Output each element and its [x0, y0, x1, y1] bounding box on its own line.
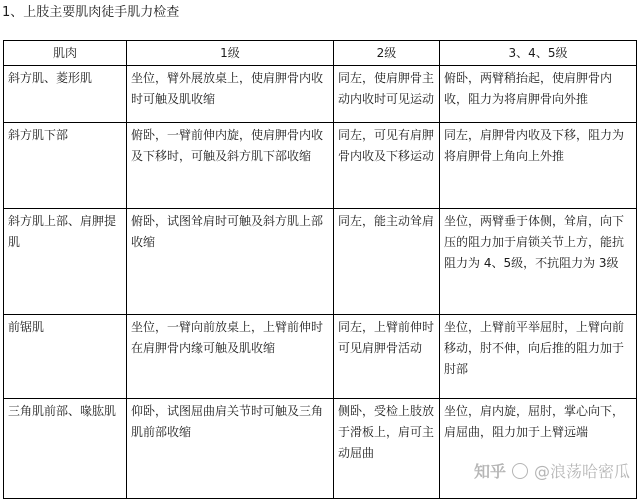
cell-grade-3-5: 坐位，肩内旋，屈肘，掌心向下，肩屈曲，阻力加于上臂远端	[440, 399, 637, 499]
cell-grade-1: 仰卧，试图屈曲肩关节时可触及三角肌前部收缩	[127, 399, 334, 499]
cell-grade-2: 侧卧，受检上肢放于滑板上，肩可主动屈曲	[334, 399, 440, 499]
cell-grade-2: 同左，上臂前伸时可见肩胛骨活动	[334, 315, 440, 399]
zhihu-logo: 知乎	[473, 462, 506, 481]
muscle-strength-table	[3, 40, 637, 499]
cell-grade-1: 坐位，一臂向前放桌上，上臂前伸时在肩胛骨内缘可触及肌收缩	[127, 315, 334, 399]
cell-grade-3-5: 同左，肩胛骨内收及下移，阻力为将肩胛骨上角向上外推	[440, 123, 637, 209]
cell-grade-1: 俯卧，一臂前伸内旋，使肩胛骨内收及下移时，可触及斜方肌下部收缩	[127, 123, 334, 209]
cell-muscle: 斜方肌、菱形肌	[4, 66, 127, 123]
cell-grade-3-5: 坐位，两臂垂于体侧，耸肩，向下压的阻力加于肩锁关节上方，能抗阻力为 4、5级，不抗阻力为 3级	[440, 209, 637, 315]
cell-grade-2: 同左，使肩胛骨主动内收时可见运动	[334, 66, 440, 123]
watermark	[474, 459, 630, 482]
cell-grade-2: 同左，可见有肩胛骨内收及下移运动	[334, 123, 440, 209]
header-grade-1: 1级	[127, 41, 334, 66]
table-row	[4, 209, 637, 315]
table-row	[4, 315, 637, 399]
header-grade-3-5: 3、4、5级	[440, 41, 637, 66]
table-header-row	[4, 41, 637, 66]
table-row	[4, 123, 637, 209]
cell-grade-3-5: 俯卧，两臂稍抬起，使肩胛骨内收，阻力为将肩胛骨向外推	[440, 66, 637, 123]
header-grade-2: 2级	[334, 41, 440, 66]
cell-grade-1: 坐位，臂外展放桌上，使肩胛骨内收时可触及肌收缩	[127, 66, 334, 123]
table-row	[4, 66, 637, 123]
cell-grade-2: 同左，能主动耸肩	[334, 209, 440, 315]
table-row	[4, 399, 637, 499]
cell-grade-3-5: 坐位，上臂前平举屈肘，上臂向前移动，肘不伸，向后推的阻力加于肘部	[440, 315, 637, 399]
cell-muscle: 前锯肌	[4, 315, 127, 399]
cell-grade-1: 俯卧，试图耸肩时可触及斜方肌上部收缩	[127, 209, 334, 315]
cell-muscle: 斜方肌上部、肩胛提肌	[4, 209, 127, 315]
cell-muscle: 三角肌前部、喙肱肌	[4, 399, 127, 499]
page-heading: 1、上肢主要肌肉徒手肌力检查	[2, 5, 180, 20]
watermark-user: @浪荡哈密瓜	[533, 462, 630, 481]
avatar-icon	[512, 463, 528, 479]
cell-muscle: 斜方肌下部	[4, 123, 127, 209]
header-muscle: 肌肉	[4, 41, 127, 66]
